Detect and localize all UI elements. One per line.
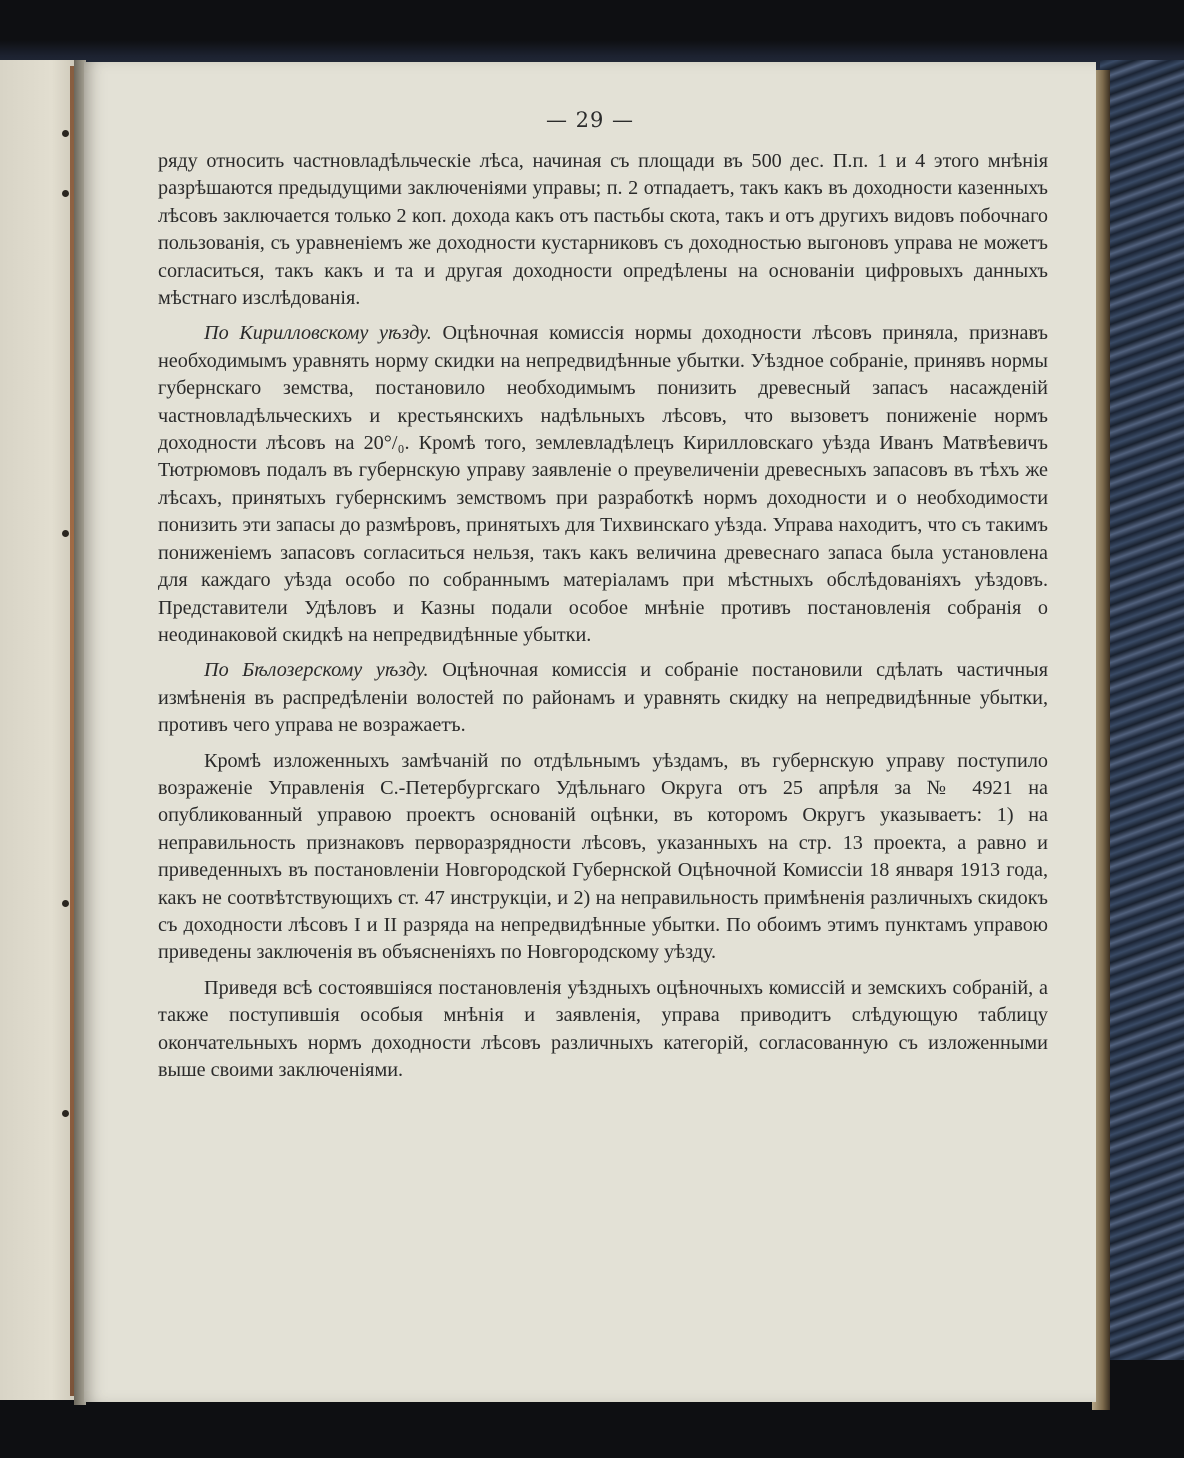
binding-hole	[62, 130, 69, 137]
paragraph-kirillov-text: Оцѣночная комиссія нормы доходности лѣсовъ приняла, признавъ необходимымъ уравнять норму скидки на непредвидѣнные убытки. Уѣздное собраніе, принявъ нормы губернскаго земства, постановило необходимымъ понизить древесный запасъ насажденій частновладѣльческихъ и крестьянскихъ надѣльныхъ лѣсовъ, что вызоветъ пониженіе нормъ доходности лѣсовъ на 20°/₀. Кромѣ того, землевладѣлецъ Кирилловскаго уѣзда Иванъ Матвѣевичъ Тютрюмовъ подалъ въ губернскую управу заявленіе о преувеличеніи древесныхъ запасовъ въ тѣхъ же лѣсахъ, принятыхъ губернскимъ земствомъ при разработкѣ нормъ доходности и о необходимости понизить эти запасы до размѣровъ, принятыхъ для Тихвинскаго уѣзда. Управа находитъ, что съ такимъ пониженіемъ запасовъ согласиться нельзя, такъ какъ величина древеснаго запаса была установлена для каждаго уѣзда особо по собраннымъ матеріаламъ при мѣстныхъ обслѣдованіяхъ уѣздовъ. Представители Удѣловъ и Казны подали особое мнѣніе противъ постановленія собранія о неодинаковой скидкѣ на непредвидѣнные убытки.	[158, 322, 1048, 646]
paragraph-belozersk-text: Оцѣночная комиссія и собраніе постановили сдѣлать частичныя измѣненія въ распредѣленіи волостей по районамъ и уравнять скидку на непредвидѣнные убытки, противъ чего управа не возражаетъ.	[158, 659, 1048, 737]
paragraph-kirillov-lead: По Кирилловскому уѣзду.	[204, 322, 432, 345]
book-cover-right	[1100, 60, 1184, 1360]
binding-holes	[58, 110, 78, 1310]
binding-hole	[62, 900, 69, 907]
body-text	[158, 148, 1048, 1092]
paragraph-belozersk-lead: По Бѣлозерскому уѣзду.	[204, 659, 429, 682]
page-number: — 29 —	[545, 108, 635, 132]
binding-hole	[62, 1110, 69, 1117]
binding-hole	[62, 190, 69, 197]
paragraph-summary	[158, 975, 1048, 1085]
paragraph-objection-text: Кромѣ изложенныхъ замѣчаній по отдѣльнымъ уѣздамъ, въ губернскую управу поступило возраженіе Управленія С.-Петербургскаго Удѣльнаго Округа отъ 25 апрѣля за № 4921 на опубликованный управою проектъ основаній оцѣнки, въ которомъ Округъ указываетъ: 1) на неправильность признаковъ перворазрядности лѣсовъ, указанныхъ на стр. 13 проекта, а равно и приведенныхъ въ постановленіи Новгородской Губернской Оцѣночной Комиссіи 18 января 1913 года, какъ не соотвѣтствующихъ ст. 47 инструкціи, и 2) на неправильность примѣненія различныхъ скидокъ съ доходности лѣсовъ I и II разряда на непредвидѣнные убытки. По обоимъ этимъ пунктамъ управою приведены заключенія въ объясненіяхъ по Новгородскому уѣзду.	[158, 749, 1048, 964]
paragraph-kirillov	[158, 320, 1048, 649]
binding-hole	[62, 530, 69, 537]
document-page	[84, 62, 1096, 1402]
paragraph-1-text: ряду относить частновладѣльческіе лѣса, начиная съ площади въ 500 дес. П.п. 1 и 4 этого мнѣнія разрѣшаются предыдущими заключеніями управы; п. 2 отпадаетъ, такъ какъ въ доходности казенныхъ лѣсовъ заключается только 2 коп. дохода какъ отъ пастьбы скота, такъ и отъ другихъ видовъ побочнаго пользованія, съ уравненіемъ же доходности кустарниковъ съ доходностью выгоновъ управа не можетъ согласиться, такъ какъ и та и другая доходности опредѣлены на основаніи цифровыхъ данныхъ мѣстнаго изслѣдованія.	[158, 150, 1048, 310]
paragraph-belozersk	[158, 657, 1048, 739]
paragraph-1	[158, 148, 1048, 312]
paragraph-summary-text: Приведя всѣ состоявшіяся постановленія уѣздныхъ оцѣночныхъ комиссій и земскихъ собраній, а также поступившія особыя мнѣнія и заявленія, управа приводитъ слѣдующую таблицу окончательныхъ нормъ доходности лѣсовъ различныхъ категорій, согласованную съ изложенными выше своими заключеніями.	[158, 976, 1048, 1081]
paragraph-objection	[158, 748, 1048, 967]
